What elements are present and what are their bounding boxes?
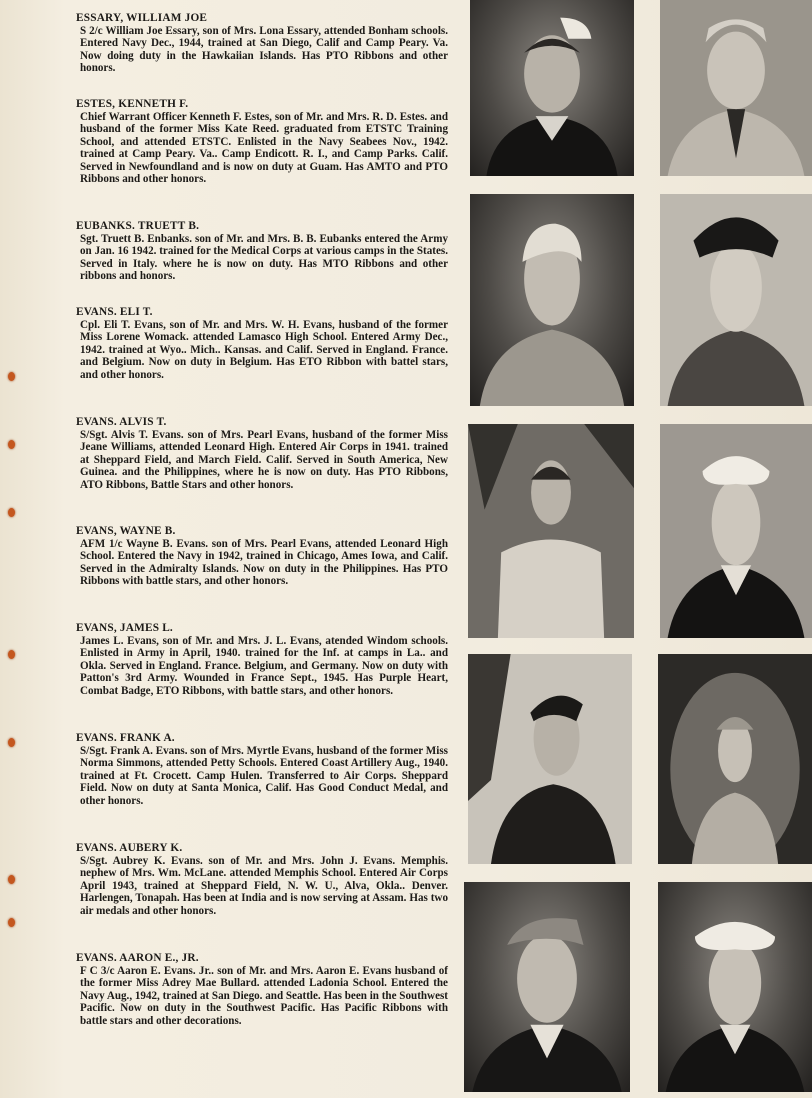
entry-name: EVANS. FRANK A. bbox=[76, 732, 175, 744]
entry-bio: James L. Evans, son of Mr. and Mrs. J. L. Evans, atended Windom schools. Enlisted in Army in April, 1940. trained for the Inf. at camps in La.. and Okla. Served in England. France. Belgium, and Germany. Now on duty with Patton's 3rd Army. Wounded in France Sept., 1945. Has Purple Heart, Combat Badge, ETO Ribbons, with battle stars, and other honors. bbox=[80, 635, 448, 697]
portrait-figure bbox=[470, 0, 634, 176]
binder-hole bbox=[8, 875, 15, 884]
entry-bio: F C 3/c Aaron E. Evans. Jr.. son of Mr. and Mrs. Aaron E. Evans husband of the former Miss Adrey Mae Bullard. attended Ladonia School. Entered the Navy Aug., 1942, trained at San Diego. and Seattle. Has been in the Southwest Pacific. Now on duty in the Southwest Pacific. Has Pacific Ribbons with battle stars and other decorations. bbox=[80, 965, 448, 1027]
portrait-figure bbox=[660, 424, 812, 638]
portrait-figure bbox=[658, 882, 812, 1092]
binder-hole bbox=[8, 372, 15, 381]
entry-essary bbox=[76, 12, 448, 75]
entry-bio: S/Sgt. Alvis T. Evans. son of Mrs. Pearl Evans, husband of the former Miss Jeane Williams, attended Leonard High. Entered Air Corps in 1941. trained at Sheppard Field, and March Field. Calif. Served in South America, New Guinea. and the Philippines, where he is now on duty. Has PTO Ribbons, ATO Ribbons, Battle Stars and other honors. bbox=[80, 429, 448, 491]
entry-aaron-evans bbox=[76, 952, 448, 1027]
entry-aubery-evans bbox=[76, 842, 448, 917]
portrait-figure bbox=[658, 654, 812, 864]
entry-bio: Sgt. Truett B. Enbanks. son of Mr. and Mrs. B. B. Eubanks entered the Army on Jan. 16 1942. trained for the Medical Corps at various camps in the States. Served in Italy. where he is now on duty. Has MTO Ribbons and other ribbons and honors. bbox=[80, 233, 448, 283]
binder-hole bbox=[8, 440, 15, 449]
entry-bio: AFM 1/c Wayne B. Evans. son of Mrs. Pearl Evans, attended Leonard High School. Entered the Navy in 1942, trained in Chicago, Ames Iowa, and Calif. Served in the Admiralty Islands. Now on duty in the Philippines. Has PTO Ribbons with battle stars, and other honors. bbox=[80, 538, 448, 588]
portrait-figure bbox=[468, 424, 634, 638]
entry-eli-evans bbox=[76, 306, 448, 381]
entry-frank-evans bbox=[76, 732, 448, 807]
binder-hole bbox=[8, 508, 15, 517]
entry-name: EVANS. AARON E., JR. bbox=[76, 952, 199, 964]
portrait-photo-1 bbox=[470, 0, 634, 176]
entry-alvis-evans bbox=[76, 416, 448, 491]
entry-james-evans bbox=[76, 622, 448, 697]
portrait-photo-4 bbox=[660, 194, 812, 406]
entry-estes bbox=[76, 98, 448, 185]
entry-name: EUBANKS. TRUETT B. bbox=[76, 220, 200, 232]
binder-hole bbox=[8, 650, 15, 659]
portrait-photo-5 bbox=[468, 424, 634, 638]
entry-bio: S/Sgt. Frank A. Evans. son of Mrs. Myrtle Evans, husband of the former Miss Norma Simmons, attended Petty Schools. Entered Coast Artillery Aug., 1940. trained at Ft. Crocett. Camp Hulen. Transferred to Air Corps. Sheppard Field. Now on duty at Santa Monica, Calif. Has Good Conduct Medal, and other honors. bbox=[80, 745, 448, 807]
portrait-photo-8 bbox=[658, 654, 812, 864]
portrait-figure bbox=[468, 654, 632, 864]
portrait-figure bbox=[660, 0, 812, 176]
binder-hole bbox=[8, 738, 15, 747]
portrait-photo-3 bbox=[470, 194, 634, 406]
portrait-figure bbox=[660, 194, 812, 406]
portrait-photo-2 bbox=[660, 0, 812, 176]
entry-eubanks bbox=[76, 220, 448, 283]
portrait-photo-10 bbox=[658, 882, 812, 1092]
entry-bio: Chief Warrant Officer Kenneth F. Estes, son of Mr. and Mrs. R. D. Estes. and husband of the former Miss Kate Reed. graduated from ETSTC Training School, and attended ETSTC. Enlisted in the Navy Seabees Nov., 1942. trained at Camp Peary. Va.. Camp Endicott. R. I., and Camp Parks. Calif. Served in Newfoundland and is now on duty at Guam. Has AMTO and PTO Ribbons and other honors. bbox=[80, 111, 448, 186]
entry-name: EVANS. AUBERY K. bbox=[76, 842, 183, 854]
entry-name: EVANS, JAMES L. bbox=[76, 622, 173, 634]
portrait-photos bbox=[462, 0, 812, 1098]
entry-wayne-evans bbox=[76, 525, 448, 588]
entry-name: EVANS. ELI T. bbox=[76, 306, 153, 318]
entry-name: EVANS. ALVIS T. bbox=[76, 416, 167, 428]
entry-bio: Cpl. Eli T. Evans, son of Mr. and Mrs. W. H. Evans, husband of the former Miss Lorene Womack. attended Lamasco High School. Entered Army Dec., 1942. trained at Wyo.. Mich.. Kansas. and Calif. Served in England. France. and Belgium. Now on duty in Belgium. Has ETO Ribbon with battel stars, and other honors. bbox=[80, 319, 448, 381]
entry-bio: S/Sgt. Aubrey K. Evans. son of Mr. and Mrs. John J. Evans. Memphis. nephew of Mrs. Wm. McLane. attended Memphis School. Entered Air Corps April 1943, trained at Sheppard Field, N. W. U., Alva, Okla.. Denver. Harlengen, Tonapah. Has been at India and is now serving at Assam. Has two air medals and other honors. bbox=[80, 855, 448, 917]
portrait-photo-9 bbox=[464, 882, 630, 1092]
entry-bio: S 2/c William Joe Essary, son of Mrs. Lona Essary, attended Bonham schools. Entered Navy Dec., 1944, trained at San Diego, Calif and Camp Peary. Va. Now doing duty in the Hawkaiian Islands. Has PTO Ribbons and other honors. bbox=[80, 25, 448, 75]
portrait-photo-6 bbox=[660, 424, 812, 638]
portrait-photo-7 bbox=[468, 654, 632, 864]
binder-holes bbox=[8, 0, 20, 1098]
portrait-figure bbox=[470, 194, 634, 406]
entry-name: ESTES, KENNETH F. bbox=[76, 98, 189, 110]
binder-hole bbox=[8, 918, 15, 927]
entry-name: EVANS, WAYNE B. bbox=[76, 525, 176, 537]
entry-name: ESSARY, WILLIAM JOE bbox=[76, 12, 208, 24]
portrait-figure bbox=[464, 882, 630, 1092]
